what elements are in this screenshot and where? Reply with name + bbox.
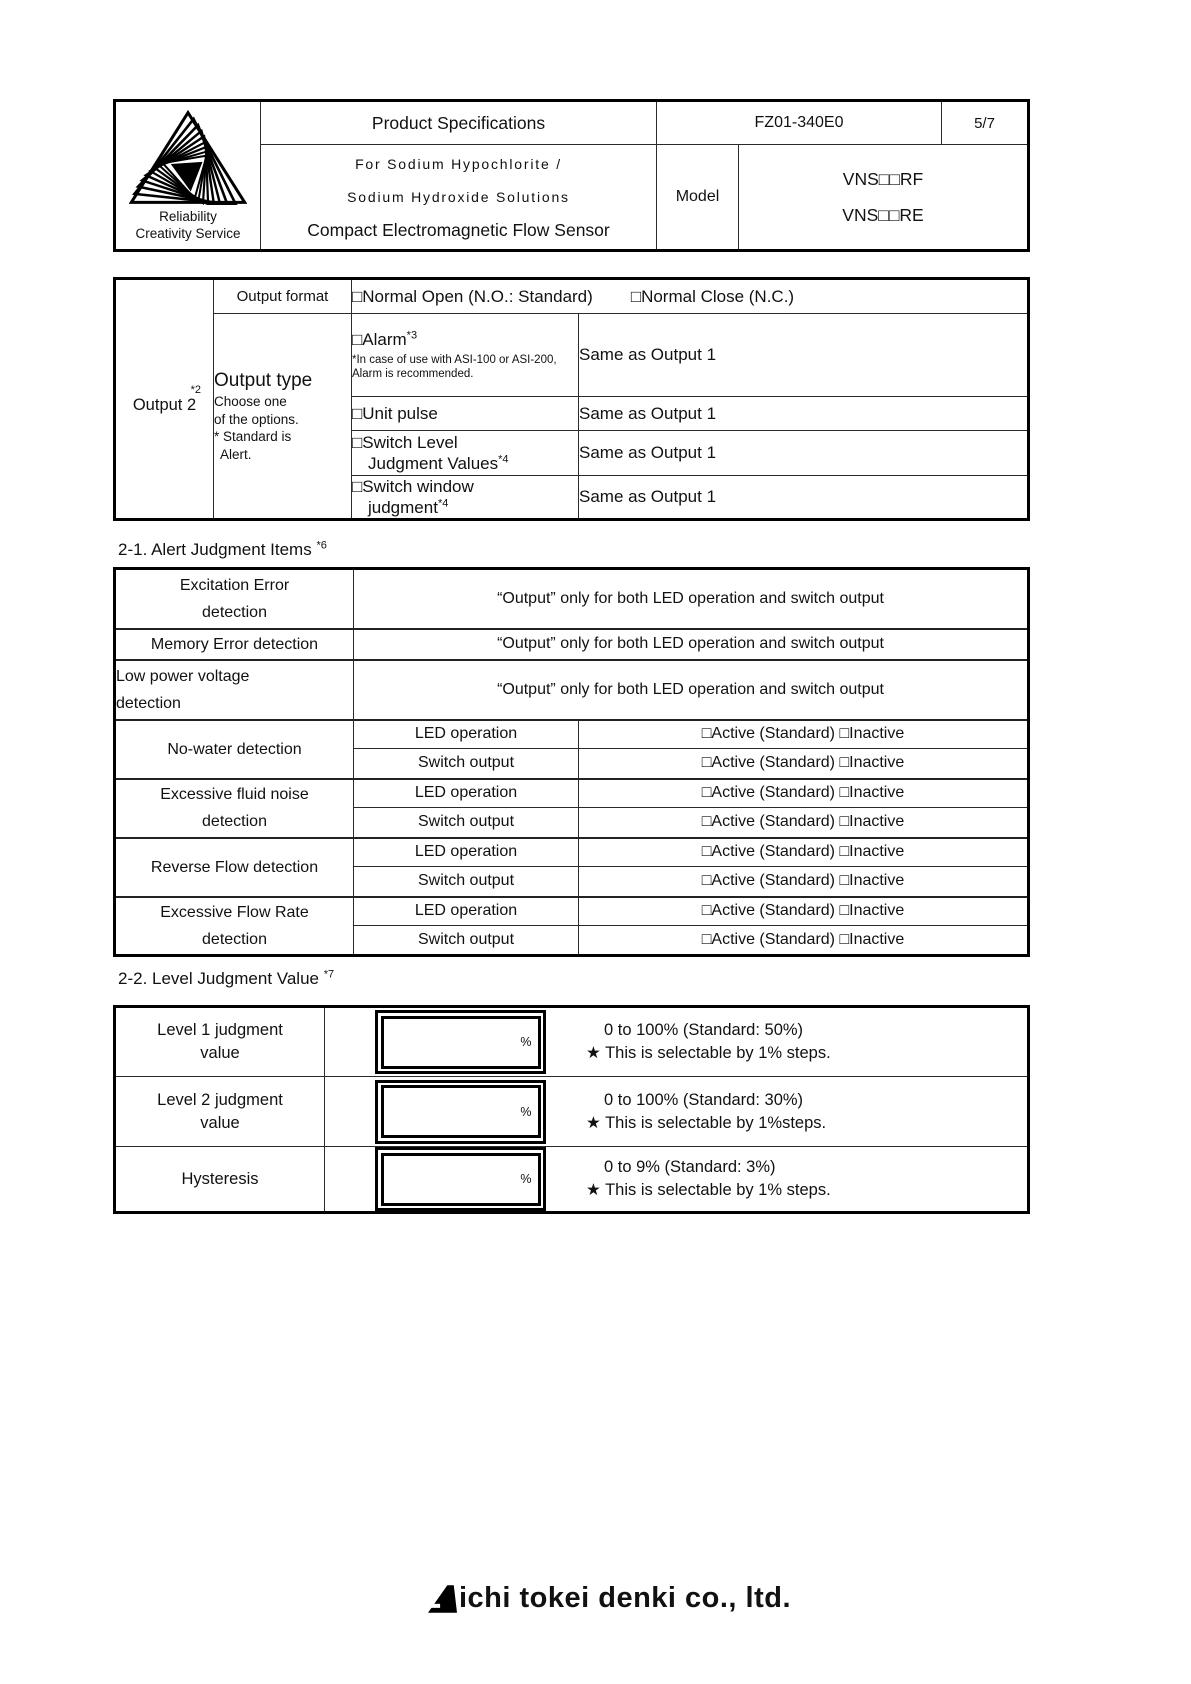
low-power-voltage-label bbox=[115, 660, 354, 720]
triangle-spiral-logo-icon bbox=[129, 110, 247, 205]
switch-window-footnote-marker: *4 bbox=[437, 497, 449, 510]
output-type-cell bbox=[214, 314, 352, 520]
option-alarm-cell bbox=[352, 314, 579, 397]
excessive-fluid-noise-led-label: LED operation bbox=[354, 779, 579, 808]
company-footer bbox=[14, 1583, 1191, 1613]
product-line2: Sodium Hydroxide Solutions bbox=[347, 188, 570, 205]
option-switch-window-cell bbox=[352, 476, 579, 520]
level2-label-line2: value bbox=[200, 1113, 240, 1132]
no-water-switch-label: Switch output bbox=[354, 749, 579, 779]
product-line3: Compact Electromagnetic Flow Sensor bbox=[307, 219, 610, 240]
checkbox-switch-level-line2: Judgment Values bbox=[368, 454, 499, 473]
memory-error-value: “Output” only for both LED operation and switch output bbox=[354, 629, 1029, 660]
output2-row-header bbox=[115, 279, 214, 520]
header-table bbox=[113, 99, 1030, 252]
output-format-label: Output format bbox=[214, 279, 352, 314]
section-2-1-footnote-marker: *6 bbox=[316, 539, 327, 552]
unit-pulse-value: Same as Output 1 bbox=[579, 397, 1029, 431]
section-2-1-heading bbox=[118, 540, 327, 560]
excessive-flow-rate-line2: detection bbox=[202, 930, 267, 948]
excessive-fluid-noise-led-value: □Active (Standard) □Inactive bbox=[579, 779, 1029, 808]
low-power-voltage-line2: detection bbox=[116, 694, 181, 712]
company-logo-cell bbox=[115, 101, 261, 251]
low-power-voltage-value: “Output” only for both LED operation and switch output bbox=[354, 660, 1029, 720]
checkbox-switch-window-line2: judgment bbox=[368, 498, 438, 517]
excessive-fluid-noise-line1: Excessive fluid noise bbox=[160, 786, 309, 803]
level2-percent-sign: % bbox=[520, 1104, 532, 1119]
switch-level-value: Same as Output 1 bbox=[579, 431, 1029, 476]
level1-note: ★ This is selectable by 1% steps. bbox=[586, 1044, 831, 1062]
excitation-error-line2: detection bbox=[202, 603, 267, 621]
excessive-fluid-noise-switch-value: □Active (Standard) □Inactive bbox=[579, 808, 1029, 838]
section-2-2-heading bbox=[118, 969, 334, 989]
model-value-line1: VNS□□RF bbox=[842, 169, 924, 189]
checkbox-switch-level-line1: □Switch Level bbox=[352, 433, 458, 452]
product-line1: For Sodium Hypochlorite / bbox=[355, 155, 562, 172]
output-type-label: Output type bbox=[214, 370, 313, 391]
logo-tagline-line1: Reliability bbox=[159, 208, 217, 224]
alarm-note: *In case of use with ASI-100 or ASI-200, Alarm is recommended. bbox=[352, 354, 557, 380]
hysteresis-range: 0 to 9% (Standard: 3%) bbox=[604, 1158, 776, 1176]
model-label: Model bbox=[657, 145, 739, 251]
excitation-error-label bbox=[115, 569, 354, 629]
document-number: FZ01-340E0 bbox=[657, 101, 942, 145]
level1-content bbox=[325, 1007, 1029, 1077]
excessive-flow-rate-switch-value: □Active (Standard) □Inactive bbox=[579, 926, 1029, 956]
no-water-detection-label bbox=[115, 720, 354, 779]
company-name: ichi tokei denki co., ltd. bbox=[458, 1582, 792, 1614]
no-water-led-value: □Active (Standard) □Inactive bbox=[579, 720, 1029, 749]
output-type-note-line4: Alert. bbox=[220, 446, 252, 462]
document-title: Product Specifications bbox=[261, 101, 657, 145]
reverse-flow-label bbox=[115, 838, 354, 897]
hysteresis-note: ★ This is selectable by 1% steps. bbox=[586, 1181, 831, 1199]
excessive-flow-rate-led-label: LED operation bbox=[354, 897, 579, 926]
switch-window-value: Same as Output 1 bbox=[579, 476, 1029, 520]
reverse-flow-line1: Reverse Flow detection bbox=[150, 858, 319, 876]
level1-label bbox=[115, 1007, 325, 1077]
checkbox-normal-close: □Normal Close (N.C.) bbox=[630, 286, 795, 306]
reverse-flow-led-label: LED operation bbox=[354, 838, 579, 867]
checkbox-alarm: □Alarm bbox=[352, 330, 407, 349]
reverse-flow-led-value: □Active (Standard) □Inactive bbox=[579, 838, 1029, 867]
option-switch-level-cell bbox=[352, 431, 579, 476]
section-2-2-footnote-marker: *7 bbox=[323, 968, 335, 981]
output-type-note-line1: Choose one bbox=[214, 394, 287, 409]
level2-note: ★ This is selectable by 1%steps. bbox=[586, 1113, 827, 1132]
switch-level-footnote-marker: *4 bbox=[498, 453, 509, 466]
page-number: 5/7 bbox=[942, 101, 1029, 145]
output-type-note-line3: * Standard is bbox=[214, 429, 292, 444]
memory-error-label: Memory Error detection bbox=[115, 629, 354, 660]
checkbox-unit-pulse: □Unit pulse bbox=[352, 404, 438, 423]
excitation-error-value: “Output” only for both LED operation and switch output bbox=[354, 569, 1029, 629]
logo-tagline-line2: Creativity Service bbox=[135, 225, 241, 241]
model-value-line2: VNS□□RE bbox=[842, 205, 924, 225]
excitation-error-line1: Excitation Error bbox=[179, 576, 290, 594]
level1-percent-sign: % bbox=[520, 1035, 532, 1049]
product-description-cell bbox=[261, 145, 657, 251]
excessive-fluid-noise-label bbox=[115, 779, 354, 838]
alarm-footnote-marker: *3 bbox=[406, 329, 418, 342]
level1-range: 0 to 100% (Standard: 50%) bbox=[604, 1021, 804, 1039]
no-water-line1: No-water detection bbox=[167, 740, 302, 758]
excessive-fluid-noise-switch-label: Switch output bbox=[354, 808, 579, 838]
hysteresis-percent-sign: % bbox=[520, 1172, 532, 1186]
excessive-flow-rate-led-value: □Active (Standard) □Inactive bbox=[579, 897, 1029, 926]
output-type-note bbox=[214, 393, 351, 463]
output-format-options bbox=[352, 279, 1029, 314]
alarm-value: Same as Output 1 bbox=[579, 314, 1029, 397]
no-water-switch-value: □Active (Standard) □Inactive bbox=[579, 749, 1029, 779]
no-water-led-label: LED operation bbox=[354, 720, 579, 749]
hysteresis-label: Hysteresis bbox=[115, 1147, 325, 1213]
aichi-logo-a-icon bbox=[428, 1585, 457, 1613]
output2-footnote-marker: *2 bbox=[190, 383, 201, 396]
level2-content bbox=[325, 1077, 1029, 1147]
hysteresis-content bbox=[325, 1147, 1029, 1213]
level-judgment-table bbox=[113, 1005, 1030, 1214]
section-2-2-title: 2-2. Level Judgment Value bbox=[118, 969, 319, 988]
level1-label-line2: value bbox=[200, 1044, 240, 1062]
level2-label-line1: Level 2 judgment bbox=[157, 1090, 283, 1109]
level2-label bbox=[115, 1077, 325, 1147]
reverse-flow-switch-value: □Active (Standard) □Inactive bbox=[579, 867, 1029, 897]
reverse-flow-switch-label: Switch output bbox=[354, 867, 579, 897]
option-unit-pulse-cell bbox=[352, 397, 579, 431]
level1-label-line1: Level 1 judgment bbox=[157, 1021, 283, 1039]
checkbox-switch-window-line1: □Switch window bbox=[352, 477, 474, 496]
section-2-1-title: 2-1. Alert Judgment Items bbox=[118, 540, 312, 559]
excessive-flow-rate-switch-label: Switch output bbox=[354, 926, 579, 956]
level2-value-entry-box bbox=[375, 1080, 546, 1144]
output2-table bbox=[113, 277, 1030, 521]
checkbox-normal-open: □Normal Open (N.O.: Standard) bbox=[352, 286, 593, 306]
excessive-fluid-noise-line2: detection bbox=[202, 813, 267, 830]
alert-judgment-table bbox=[113, 567, 1030, 957]
excessive-flow-rate-line1: Excessive Flow Rate bbox=[160, 903, 309, 921]
excessive-flow-rate-label bbox=[115, 897, 354, 956]
hysteresis-value-entry-box bbox=[375, 1147, 546, 1211]
level2-range: 0 to 100% (Standard: 30%) bbox=[604, 1090, 804, 1109]
level1-value-entry-box bbox=[375, 1010, 546, 1074]
low-power-voltage-line1: Low power voltage bbox=[116, 667, 250, 685]
model-value-cell bbox=[739, 145, 1029, 251]
output-type-note-line2: of the options. bbox=[214, 411, 299, 427]
output2-label: Output 2 bbox=[132, 395, 197, 414]
